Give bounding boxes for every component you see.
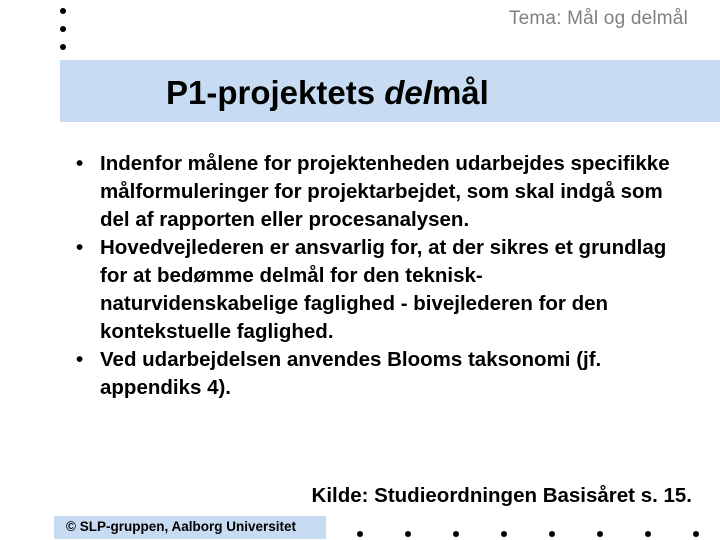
- dot: [501, 531, 507, 537]
- dot: [597, 531, 603, 537]
- bullet-list: [72, 150, 672, 402]
- decorative-horizontal-dots: [357, 531, 720, 539]
- bullet-item: • Ved udarbejdelsen anvendes Blooms taksonomi (jf. appendiks 4).: [72, 346, 672, 402]
- source-citation: Kilde: Studieordningen Basisåret s. 15.: [311, 484, 692, 507]
- title-prefix: P1-projektets: [166, 74, 385, 111]
- dot: [693, 531, 699, 537]
- decorative-vertical-dots: [60, 8, 68, 62]
- dot: [60, 8, 66, 14]
- dot: [549, 531, 555, 537]
- title-suffix: mål: [431, 74, 489, 111]
- dot: [357, 531, 363, 537]
- dot: [60, 44, 66, 50]
- dot: [405, 531, 411, 537]
- title-emphasis: del: [384, 74, 432, 111]
- slide-topic: Tema: Mål og delmål: [508, 8, 688, 29]
- slide-title: [166, 74, 489, 112]
- copyright-text: © SLP-gruppen, Aalborg Universitet: [66, 519, 296, 534]
- dot: [60, 26, 66, 32]
- bullet-item: • Indenfor målene for projektenheden udarbejdes specifikke målformuleringer for projektarbejdet, som skal indgå som del af rapporten eller procesanalysen.: [72, 150, 672, 234]
- dot: [645, 531, 651, 537]
- dot: [453, 531, 459, 537]
- bullet-item: • Hovedvejlederen er ansvarlig for, at der sikres et grundlag for at bedømme delmål for den teknisk-naturvidenskabelige faglighed - bivejlederen for den kontekstuelle faglighed.: [72, 234, 672, 346]
